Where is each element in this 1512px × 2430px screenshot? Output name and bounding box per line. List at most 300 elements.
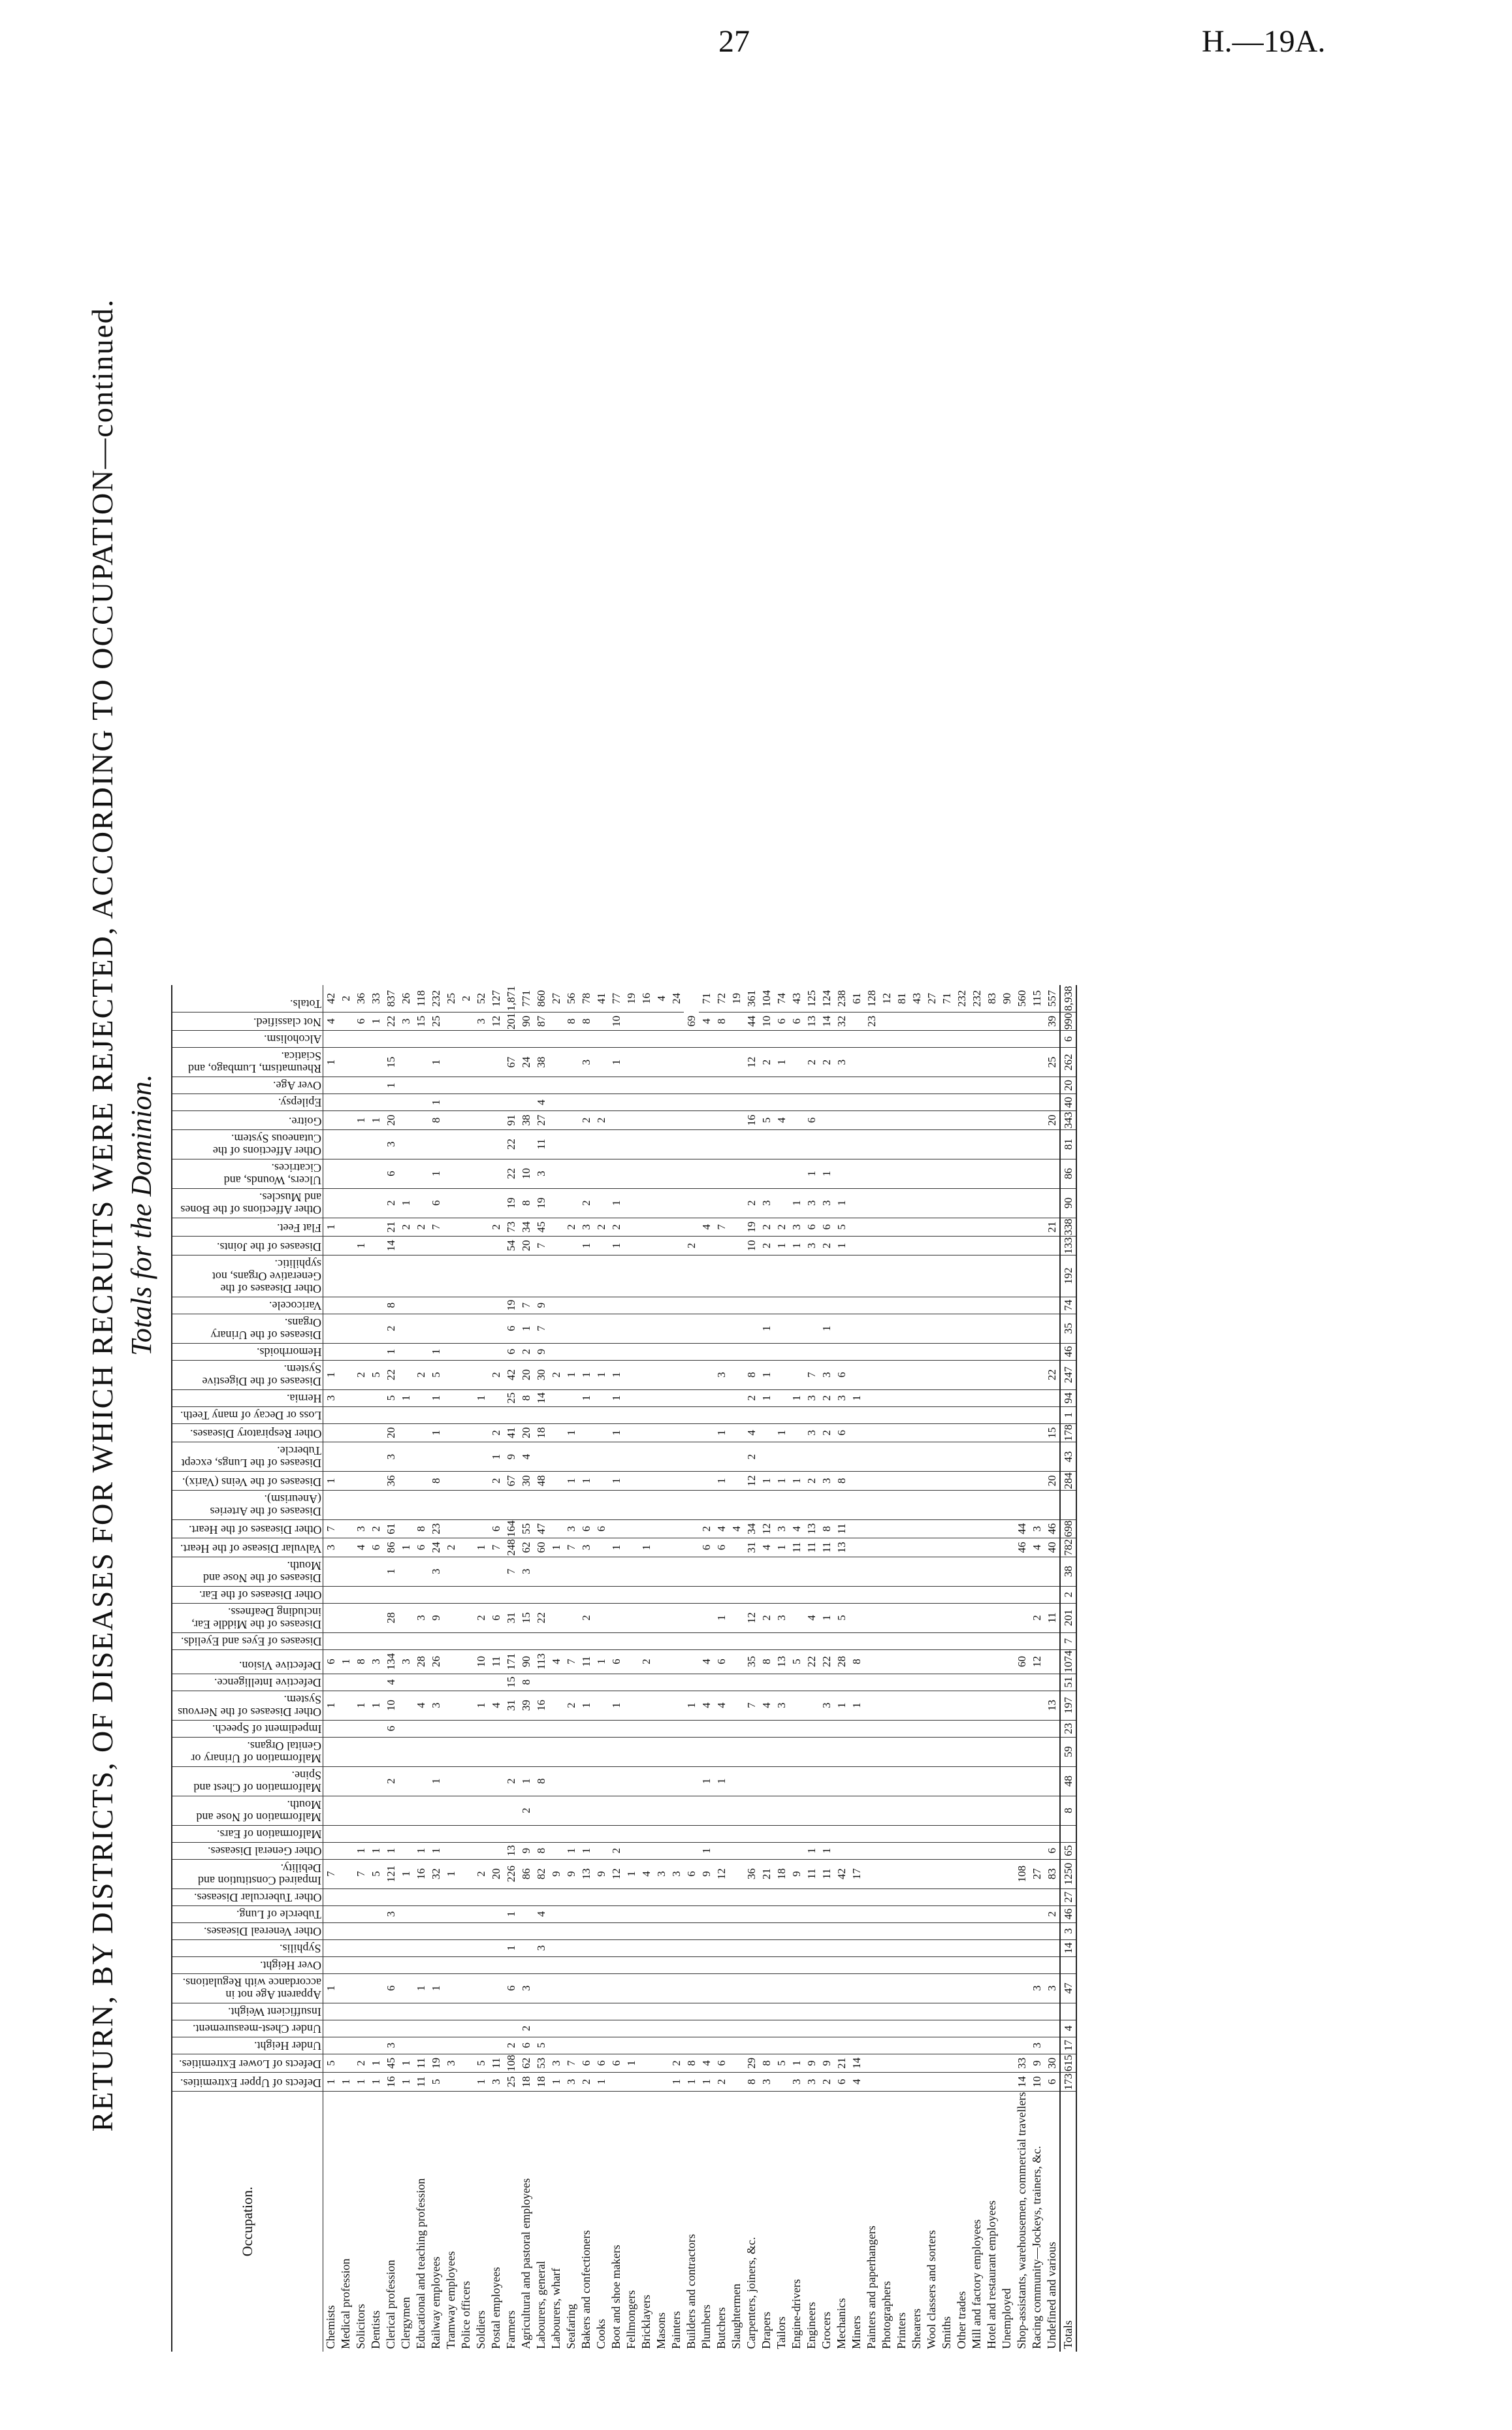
table-row [909, 985, 924, 2352]
count-cell [789, 2003, 804, 2020]
count-cell [1029, 1939, 1044, 1956]
count-cell [609, 1603, 624, 1632]
count-cell [534, 1922, 549, 1939]
count-cell [489, 1188, 504, 1218]
count-cell [338, 1603, 353, 1632]
count-cell: 192 [1060, 1255, 1076, 1297]
count-cell [924, 1360, 939, 1389]
count-cell [549, 1888, 564, 1905]
count-cell [323, 1129, 339, 1159]
count-cell [489, 1111, 504, 1130]
column-header [172, 1188, 323, 1218]
count-cell [594, 1012, 609, 1031]
count-cell: 343 [1060, 1111, 1076, 1130]
count-cell: 19 [534, 1188, 549, 1218]
count-cell: 34 [744, 1519, 759, 1538]
count-cell [954, 1297, 969, 1314]
count-cell [564, 1048, 579, 1077]
column-header-label: Diseases of Eyes and Eyelids. [180, 1634, 321, 1648]
count-cell [368, 1973, 383, 2003]
count-cell [368, 1031, 383, 1048]
table-row [894, 985, 909, 2352]
count-cell [804, 1905, 819, 1922]
count-cell [639, 1012, 654, 1031]
count-cell: 11 [413, 2073, 428, 2092]
count-cell [834, 1314, 849, 1343]
count-cell [428, 1255, 443, 1297]
count-cell [443, 2020, 458, 2037]
count-cell [534, 1406, 549, 1423]
count-cell: 1 [849, 1691, 864, 1720]
count-cell [804, 1888, 819, 1905]
count-cell: 15 [519, 1603, 534, 1632]
table-row [729, 985, 744, 2352]
count-cell: 20 [1044, 1111, 1060, 1130]
count-cell [413, 1674, 428, 1691]
count-cell [413, 1922, 428, 1939]
count-cell: 1 [474, 1389, 489, 1406]
column-header-label: Malformation of Ears. [216, 1827, 321, 1841]
count-cell [699, 2037, 714, 2054]
count-cell: 1 [834, 1188, 849, 1218]
count-cell [864, 1939, 879, 1956]
count-cell [458, 1389, 474, 1406]
count-cell [699, 1442, 714, 1472]
count-cell [684, 1973, 699, 2003]
count-cell: 82 [534, 1859, 549, 1888]
count-cell: 1 [609, 1423, 624, 1442]
count-cell [849, 1297, 864, 1314]
count-cell: 1 [338, 1649, 353, 1674]
count-cell [579, 1423, 594, 1442]
count-cell: 8 [819, 1519, 834, 1538]
count-cell [654, 1406, 669, 1423]
count-cell [489, 1406, 504, 1423]
count-cell [368, 1343, 383, 1360]
count-cell [458, 1218, 474, 1237]
occupation-cell: Labourers, general [534, 2261, 547, 2349]
count-cell [669, 1956, 684, 1973]
count-cell [639, 1939, 654, 1956]
count-cell [864, 1423, 879, 1442]
count-cell: 8 [684, 2054, 699, 2073]
table-row [458, 985, 474, 2352]
count-cell: 10 [609, 1012, 624, 1031]
count-cell [729, 1423, 744, 1442]
count-cell [443, 1423, 458, 1442]
count-cell [774, 1842, 789, 1859]
count-cell [353, 1720, 368, 1737]
count-cell [924, 1406, 939, 1423]
count-cell [609, 1586, 624, 1603]
count-cell [443, 1077, 458, 1094]
count-cell [879, 1632, 894, 1649]
count-cell [894, 1077, 909, 1094]
count-cell [1029, 1825, 1044, 1842]
count-cell: 1 [398, 1538, 413, 1557]
count-cell [909, 2003, 924, 2020]
table-row [368, 985, 383, 2352]
count-cell [849, 1842, 864, 1859]
count-cell [849, 1973, 864, 2003]
count-cell [999, 2073, 1014, 2092]
count-cell [1044, 1255, 1060, 1297]
column-header [172, 1389, 323, 1406]
count-cell: 3 [834, 1048, 849, 1077]
count-cell [338, 1255, 353, 1297]
count-cell [699, 1188, 714, 1218]
count-cell: 3 [774, 1691, 789, 1720]
count-cell [894, 1888, 909, 1905]
count-cell [834, 1255, 849, 1297]
count-cell [924, 1905, 939, 1922]
count-cell [729, 1188, 744, 1218]
count-cell [669, 1905, 684, 1922]
count-cell [654, 1720, 669, 1737]
count-cell [999, 1159, 1014, 1188]
count-cell: 12 [879, 985, 894, 1012]
count-cell: 2 [564, 1218, 579, 1237]
count-cell [489, 1297, 504, 1314]
count-cell [879, 1218, 894, 1237]
occupation-cell: Bakers and confectioners [579, 2230, 592, 2349]
count-cell [909, 1255, 924, 1297]
count-cell [323, 1077, 339, 1094]
count-cell: 1 [819, 1842, 834, 1859]
count-cell [894, 1825, 909, 1842]
count-cell [594, 1842, 609, 1859]
count-cell [774, 1939, 789, 1956]
count-cell [1029, 1674, 1044, 1691]
count-cell [353, 1218, 368, 1237]
count-cell: 1 [383, 1842, 398, 1859]
table-row [639, 985, 654, 2352]
count-cell [504, 1888, 519, 1905]
count-cell [789, 1360, 804, 1389]
count-cell [804, 1956, 819, 1973]
count-cell: 2 [804, 1472, 819, 1491]
count-cell: 38 [534, 1048, 549, 1077]
count-cell: 60 [1014, 1649, 1029, 1674]
count-cell [924, 1557, 939, 1586]
count-cell [669, 1129, 684, 1159]
column-header [172, 1905, 323, 1922]
count-cell: 13 [804, 1519, 819, 1538]
count-cell [519, 1922, 534, 1939]
count-cell [624, 1720, 639, 1737]
table-row [744, 985, 759, 2352]
count-cell [1014, 1472, 1029, 1491]
count-cell [834, 1094, 849, 1111]
count-cell: 2 [398, 1218, 413, 1237]
count-cell [353, 1423, 368, 1442]
count-cell: 32 [428, 1859, 443, 1888]
count-cell [834, 1674, 849, 1691]
table-row [624, 985, 639, 2352]
count-cell [759, 1825, 774, 1842]
count-cell: 3 [383, 1129, 398, 1159]
count-cell [819, 1111, 834, 1130]
count-cell: 69 [684, 1012, 699, 1031]
count-cell [864, 1472, 879, 1491]
count-cell [939, 1472, 954, 1491]
count-cell [984, 1077, 999, 1094]
table-row [714, 985, 729, 2352]
count-cell [1014, 2020, 1029, 2037]
count-cell [699, 1472, 714, 1491]
count-cell [894, 2054, 909, 2073]
count-cell [504, 1255, 519, 1297]
count-cell [1029, 1490, 1044, 1519]
count-cell [849, 2020, 864, 2037]
count-cell [338, 1343, 353, 1360]
count-cell [774, 1406, 789, 1423]
count-cell [1044, 1159, 1060, 1188]
count-cell [594, 2003, 609, 2020]
table-row [353, 985, 368, 2352]
count-cell: 3 [774, 1519, 789, 1538]
count-cell: 9 [534, 1343, 549, 1360]
count-cell [624, 1538, 639, 1557]
count-cell [864, 2073, 879, 2092]
table-row [774, 985, 789, 2352]
count-cell [504, 1031, 519, 1048]
count-cell [474, 1129, 489, 1159]
count-cell: 10 [1029, 2073, 1044, 2092]
count-cell [383, 1956, 398, 1973]
count-cell [954, 1188, 969, 1218]
count-cell [849, 1129, 864, 1159]
count-cell: 6 [699, 1538, 714, 1557]
count-cell [804, 1939, 819, 1956]
count-cell [519, 1825, 534, 1842]
count-cell [323, 1905, 339, 1922]
count-cell [639, 1557, 654, 1586]
count-cell [834, 1632, 849, 1649]
count-cell [729, 1237, 744, 1256]
count-cell [443, 1586, 458, 1603]
count-cell [458, 1888, 474, 1905]
count-cell [684, 1111, 699, 1130]
count-cell [534, 1632, 549, 1649]
count-cell [474, 2003, 489, 2020]
count-cell [894, 1956, 909, 1973]
count-cell [549, 1423, 564, 1442]
count-cell [819, 1094, 834, 1111]
count-cell [594, 1255, 609, 1297]
count-cell [1044, 1720, 1060, 1737]
count-cell [729, 1842, 744, 1859]
count-cell [458, 1237, 474, 1256]
count-cell [474, 1586, 489, 1603]
count-cell [984, 1557, 999, 1586]
count-cell [458, 1314, 474, 1343]
count-cell [999, 1538, 1014, 1557]
count-cell [474, 1237, 489, 1256]
count-cell [368, 1796, 383, 1825]
count-cell [564, 1956, 579, 1973]
count-cell [654, 2073, 669, 2092]
count-cell: 46 [1044, 1519, 1060, 1538]
count-cell [368, 1888, 383, 1905]
count-cell [458, 1159, 474, 1188]
count-cell [428, 1737, 443, 1766]
count-cell [714, 1956, 729, 1973]
count-cell: 5 [383, 1389, 398, 1406]
count-cell: 9 [804, 2054, 819, 2073]
count-cell [744, 1796, 759, 1825]
count-cell: 3 [1029, 1519, 1044, 1538]
count-cell [834, 1825, 849, 1842]
count-cell: 6 [834, 1423, 849, 1442]
count-cell [879, 1939, 894, 1956]
column-header-label: Epilepsy. [278, 1096, 321, 1110]
count-cell [564, 1129, 579, 1159]
count-cell [489, 1343, 504, 1360]
column-header [172, 985, 323, 1012]
count-cell [564, 1314, 579, 1343]
count-cell [368, 1077, 383, 1094]
count-cell [564, 1674, 579, 1691]
count-cell [969, 1632, 984, 1649]
count-cell: 2 [684, 1237, 699, 1256]
count-cell [669, 1297, 684, 1314]
count-cell [699, 1737, 714, 1766]
count-cell [323, 1766, 339, 1796]
count-cell [1014, 1720, 1029, 1737]
count-cell [594, 1603, 609, 1632]
count-cell [1029, 1360, 1044, 1389]
count-cell [579, 1632, 594, 1649]
count-cell [924, 1842, 939, 1859]
column-header [172, 1888, 323, 1905]
count-cell: 8 [534, 1766, 549, 1796]
count-cell: 12 [1029, 1649, 1044, 1674]
count-cell [849, 1922, 864, 1939]
count-cell [984, 1343, 999, 1360]
count-cell: 3 [534, 1159, 549, 1188]
count-cell: 83 [984, 985, 999, 1012]
count-cell: 5 [834, 1218, 849, 1237]
count-cell [443, 1048, 458, 1077]
count-cell: 8 [519, 1389, 534, 1406]
count-cell [759, 1922, 774, 1939]
column-header-label: Apparent Age not in accordance with Regulations. [182, 1975, 321, 2001]
table-row [594, 985, 609, 2352]
count-cell [759, 1297, 774, 1314]
count-cell [819, 1490, 834, 1519]
count-cell [353, 1956, 368, 1973]
table-body [323, 985, 1077, 2352]
count-cell [864, 1519, 879, 1538]
count-cell [624, 1519, 639, 1538]
count-cell [474, 1048, 489, 1077]
count-cell [609, 1314, 624, 1343]
count-cell [353, 1490, 368, 1519]
count-cell [954, 1111, 969, 1130]
count-cell: 1 [624, 2054, 639, 2073]
count-cell [984, 1905, 999, 1922]
count-cell [789, 1888, 804, 1905]
count-cell [504, 1094, 519, 1111]
count-cell: 2 [744, 1389, 759, 1406]
count-cell [744, 1766, 759, 1796]
count-cell [924, 1297, 939, 1314]
count-cell [894, 1442, 909, 1472]
count-cell [984, 1603, 999, 1632]
count-cell [1014, 1586, 1029, 1603]
count-cell [368, 1737, 383, 1766]
count-cell [684, 1442, 699, 1472]
count-cell [443, 1031, 458, 1048]
count-cell: 1 [819, 1159, 834, 1188]
count-cell [654, 1586, 669, 1603]
count-cell [714, 1389, 729, 1406]
count-cell [939, 1218, 954, 1237]
count-cell [458, 1973, 474, 2003]
table-row [789, 985, 804, 2352]
column-header [172, 1129, 323, 1159]
count-cell [864, 1888, 879, 1905]
count-cell: 6 [789, 1012, 804, 1031]
count-cell [579, 1094, 594, 1111]
count-cell [1014, 1188, 1029, 1218]
count-cell [939, 1859, 954, 1888]
count-cell [1029, 1720, 1044, 1737]
count-cell [564, 1077, 579, 1094]
count-cell: 9 [519, 1842, 534, 1859]
count-cell [804, 1343, 819, 1360]
column-header [172, 1674, 323, 1691]
count-cell [714, 1094, 729, 1111]
count-cell [714, 1825, 729, 1842]
count-cell [894, 1649, 909, 1674]
count-cell [534, 1825, 549, 1842]
count-cell [954, 2037, 969, 2054]
count-cell: 40 [1044, 1538, 1060, 1557]
count-cell [654, 1796, 669, 1825]
count-cell [609, 1519, 624, 1538]
count-cell [1029, 1237, 1044, 1256]
count-cell [398, 1094, 413, 1111]
count-cell [954, 2054, 969, 2073]
count-cell [894, 1490, 909, 1519]
count-cell [924, 2020, 939, 2037]
count-cell [1029, 1111, 1044, 1130]
column-header-label: Malformation of Nose and Mouth. [196, 1798, 321, 1824]
count-cell [1044, 1557, 1060, 1586]
count-cell: 1 [428, 1159, 443, 1188]
count-cell [1044, 1632, 1060, 1649]
count-cell [849, 1956, 864, 1973]
count-cell [729, 2003, 744, 2020]
count-cell [819, 1737, 834, 1766]
count-cell [909, 1766, 924, 1796]
count-cell [474, 1720, 489, 1737]
count-cell [594, 1490, 609, 1519]
count-cell [819, 1442, 834, 1472]
count-cell [954, 1632, 969, 1649]
count-cell [969, 2054, 984, 2073]
count-cell [999, 1888, 1014, 1905]
count-cell [819, 1720, 834, 1737]
count-cell [443, 1632, 458, 1649]
count-cell [924, 1766, 939, 1796]
occupation-cell: Painters [669, 2311, 683, 2349]
count-cell [353, 1031, 368, 1048]
count-cell [759, 1129, 774, 1159]
count-cell: 36 [353, 985, 368, 1012]
